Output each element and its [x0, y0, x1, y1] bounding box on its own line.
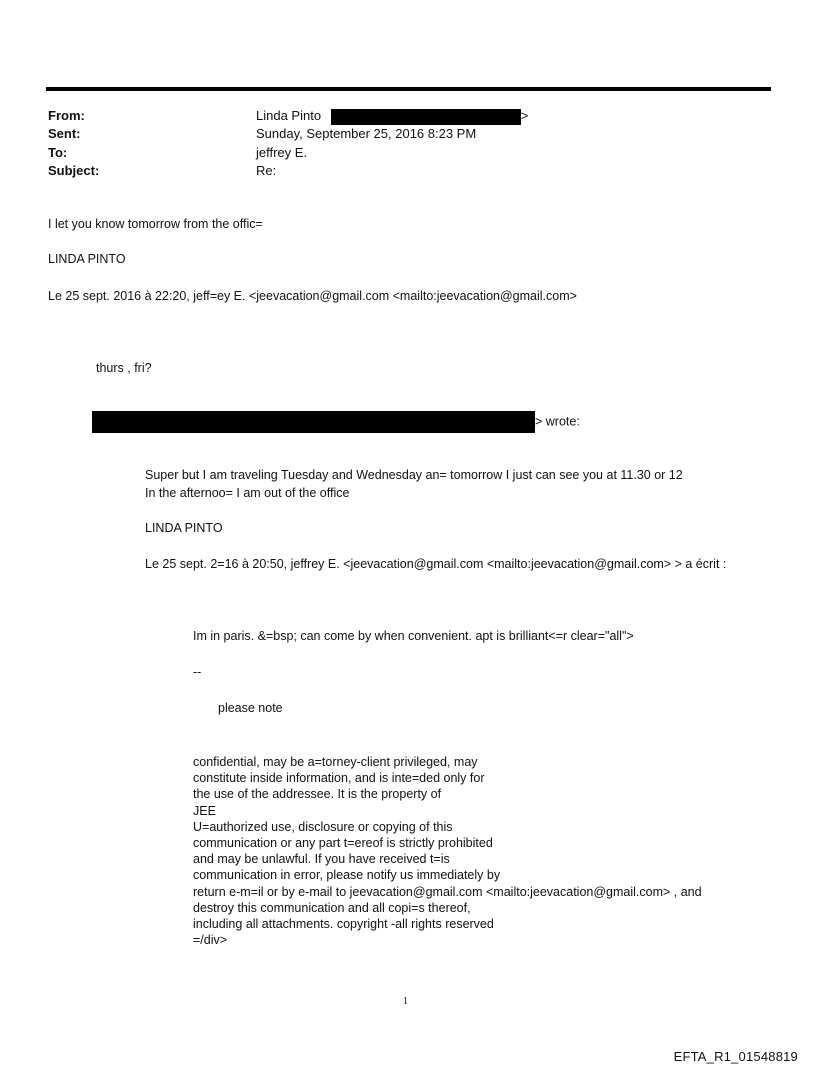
- disclaimer-heading: please note: [218, 701, 283, 715]
- wrote-line: [92, 411, 580, 433]
- redaction-bar: [92, 411, 535, 433]
- subject-value: Re:: [256, 163, 277, 178]
- quote-header: Le 25 sept. 2016 à 22:20, jeff=ey E. <jeevacation@gmail.com <mailto:jeevacation@gmail.com>: [48, 289, 577, 303]
- message-line: I let you know tomorrow from the offic=: [48, 217, 263, 231]
- signature: LINDA PINTO: [48, 252, 126, 266]
- quoted-message: thurs , fri?: [96, 361, 152, 375]
- redaction-bar: [331, 109, 521, 125]
- quote-header: Le 25 sept. 2=16 à 20:50, jeffrey E. <jeevacation@gmail.com <mailto:jeevacation@gmail.com> > a écrit :: [145, 557, 727, 571]
- reply-line: Super but I am traveling Tuesday and Wednesday an= tomorrow I just can see you at 11.30 or 12: [145, 468, 683, 482]
- sent-label: Sent:: [48, 126, 81, 141]
- to-value: jeffrey E.: [256, 145, 308, 160]
- disclaimer-text: confidential, may be a=torney-client privileged, may constitute inside information, and is inte=ded only for the use of the addressee. It is the property of JEE U=authorized use, disclosure or copying of this communication or any part t=ereof is strictly prohibited and may be unlawful. If you have received t=is communication in error, please notify us immediately by return e-m=il or by e-mail to jeevacation@gmail.com <mailto:jeevacation@gmail.com> , and destroy this communication and all copi=s thereof, including all attachments. copyright -all rights reserved =/div>: [193, 755, 702, 948]
- document-id: EFTA_R1_01548819: [673, 1049, 798, 1064]
- subject-label: Subject:: [48, 163, 100, 178]
- signature: LINDA PINTO: [145, 521, 223, 535]
- from-name: Linda Pinto: [256, 108, 322, 123]
- to-label: To:: [48, 145, 68, 160]
- from-value: [256, 108, 528, 125]
- reply-line: In the afternoo= I am out of the office: [145, 486, 350, 500]
- signature-separator: --: [193, 665, 202, 679]
- quoted-message: Im in paris. &=bsp; can come by when convenient. apt is brilliant<=r clear="all">: [193, 629, 634, 643]
- header-rule: [46, 87, 771, 91]
- from-trailing: >: [520, 108, 529, 123]
- wrote-text: > wrote:: [535, 414, 580, 429]
- from-label: From:: [48, 108, 85, 123]
- sent-value: Sunday, September 25, 2016 8:23 PM: [256, 126, 477, 141]
- page-number: 1: [403, 996, 408, 1007]
